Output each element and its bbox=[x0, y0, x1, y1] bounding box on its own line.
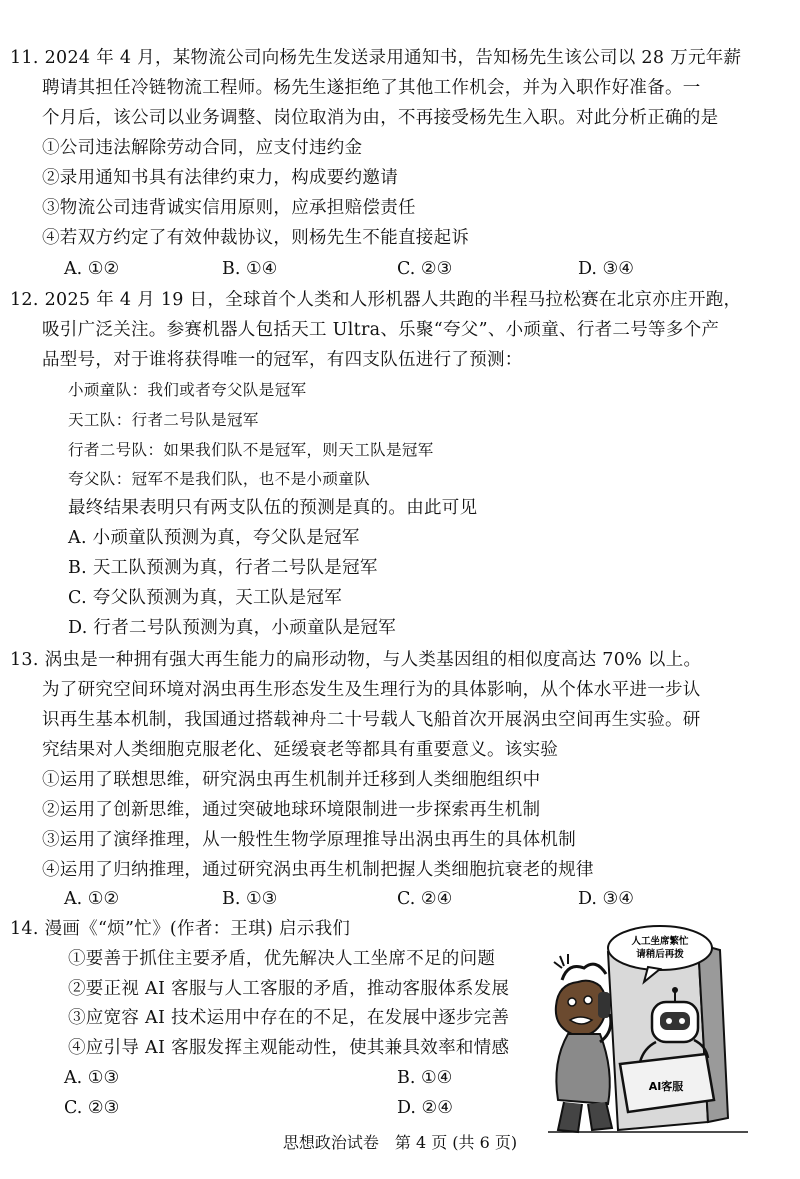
bubble-text-line-1: 人工坐席繁忙 bbox=[631, 936, 689, 947]
q14-option-d: D. ②④ bbox=[397, 1098, 453, 1118]
q12-stem-line-1: 12. 2025 年 4 月 19 日，全球首个人类和人形机器人共跑的半程马拉松赛在北京亦庄开跑， bbox=[10, 290, 742, 310]
q12-prediction-1: 小顽童队：我们或者夸父队是冠军 bbox=[68, 381, 307, 399]
q13-option-a: A. ①② bbox=[64, 889, 120, 909]
q13-stem-line-4: 究结果对人类细胞克服老化、延缓衰老等都具有重要意义。该实验 bbox=[42, 740, 559, 760]
q12-option-a: A. 小顽童队预测为真，夸父队是冠军 bbox=[68, 528, 360, 548]
q13-option-c: C. ②④ bbox=[397, 889, 453, 909]
q14-option-b: B. ①④ bbox=[397, 1068, 453, 1088]
bubble-text-line-2: 请稍后再拨 bbox=[636, 949, 684, 960]
q14-option-c: C. ②③ bbox=[64, 1098, 120, 1118]
q12-prediction-2: 天工队：行者二号队是冠军 bbox=[68, 411, 259, 429]
q14-stem: 14. 漫画《“烦”忙》(作者：王琪) 启示我们 bbox=[10, 919, 351, 939]
q13-option-d: D. ③④ bbox=[578, 889, 634, 909]
q12-prediction-4: 夸父队：冠军不是我们队，也不是小顽童队 bbox=[68, 470, 371, 488]
q13-statement-2: ②运用了创新思维，通过突破地球环境限制进一步探索再生机制 bbox=[42, 800, 541, 820]
q13-statement-3: ③运用了演绎推理，从一般性生物学原理推导出涡虫再生的具体机制 bbox=[42, 830, 576, 850]
q12-option-d: D. 行者二号队预测为真，小顽童队是冠军 bbox=[68, 618, 397, 638]
q13-statement-1: ①运用了联想思维，研究涡虫再生机制并迁移到人类细胞组织中 bbox=[42, 770, 541, 790]
q12-stem-line-3: 品型号，对于谁将获得唯一的冠军，有四支队伍进行了预测： bbox=[42, 350, 523, 370]
q11-option-a: A. ①② bbox=[64, 259, 120, 279]
q13-stem-line-1: 13. 涡虫是一种拥有强大再生能力的扁形动物，与人类基因组的相似度高达 70% 以上。 bbox=[10, 650, 702, 670]
q11-statement-1: ①公司违法解除劳动合同，应支付违约金 bbox=[42, 138, 363, 158]
q11-stem-line-3: 个月后，该公司以业务调整、岗位取消为由，不再接受杨先生入职。对此分析正确的是 bbox=[42, 108, 719, 128]
q14-option-a: A. ①③ bbox=[64, 1068, 120, 1088]
q11-statement-3: ③物流公司违背诚实信用原则，应承担赔偿责任 bbox=[42, 198, 416, 218]
q14-statement-3: ③应宽容 AI 技术运用中存在的不足，在发展中逐步完善 bbox=[68, 1008, 510, 1028]
q11-option-b: B. ①④ bbox=[222, 259, 278, 279]
q14-statement-4: ④应引导 AI 客服发挥主观能动性，使其兼具效率和情感 bbox=[68, 1038, 510, 1058]
q14-statement-2: ②要正视 AI 客服与人工客服的矛盾，推动客服体系发展 bbox=[68, 979, 510, 999]
q13-stem-line-3: 识再生基本机制，我国通过搭载神舟二十号载人飞船首次开展涡虫空间再生实验。研 bbox=[42, 710, 701, 730]
q12-prediction-3: 行者二号队：如果我们队不是冠军，则天工队是冠军 bbox=[68, 441, 434, 459]
cartoon-busy-illustration bbox=[548, 922, 758, 1137]
q13-stem-line-2: 为了研究空间环境对涡虫再生形态发生及生理行为的具体影响，从个体水平进一步认 bbox=[42, 680, 701, 700]
q12-conclusion: 最终结果表明只有两支队伍的预测是真的。由此可见 bbox=[68, 498, 478, 518]
q13-option-b: B. ①③ bbox=[222, 889, 278, 909]
q12-option-b: B. 天工队预测为真，行者二号队是冠军 bbox=[68, 558, 378, 578]
page-footer: 思想政治试卷 第 4 页 (共 6 页) bbox=[282, 1133, 518, 1152]
q12-option-c: C. 夸父队预测为真，天工队是冠军 bbox=[68, 588, 342, 608]
q14-statement-1: ①要善于抓住主要矛盾，优先解决人工坐席不足的问题 bbox=[68, 949, 496, 969]
q11-statement-4: ④若双方约定了有效仲裁协议，则杨先生不能直接起诉 bbox=[42, 228, 470, 248]
q11-stem-line-2: 聘请其担任冷链物流工程师。杨先生遂拒绝了其他工作机会，并为入职作好准备。一 bbox=[42, 78, 701, 98]
q11-statement-2: ②录用通知书具有法律约束力，构成要约邀请 bbox=[42, 168, 398, 188]
ai-box-label: AI客服 bbox=[648, 1080, 684, 1093]
q11-option-c: C. ②③ bbox=[397, 259, 453, 279]
q11-option-d: D. ③④ bbox=[578, 259, 634, 279]
q12-stem-line-2: 吸引广泛关注。参赛机器人包括天工 Ultra、乐聚“夸父”、小顽童、行者二号等多个产 bbox=[42, 320, 720, 340]
q11-stem-line-1: 11. 2024 年 4 月，某物流公司向杨先生发送录用通知书，告知杨先生该公司以 28 万元年薪 bbox=[10, 48, 742, 68]
q13-statement-4: ④运用了归纳推理，通过研究涡虫再生机制把握人类细胞抗衰老的规律 bbox=[42, 860, 594, 880]
